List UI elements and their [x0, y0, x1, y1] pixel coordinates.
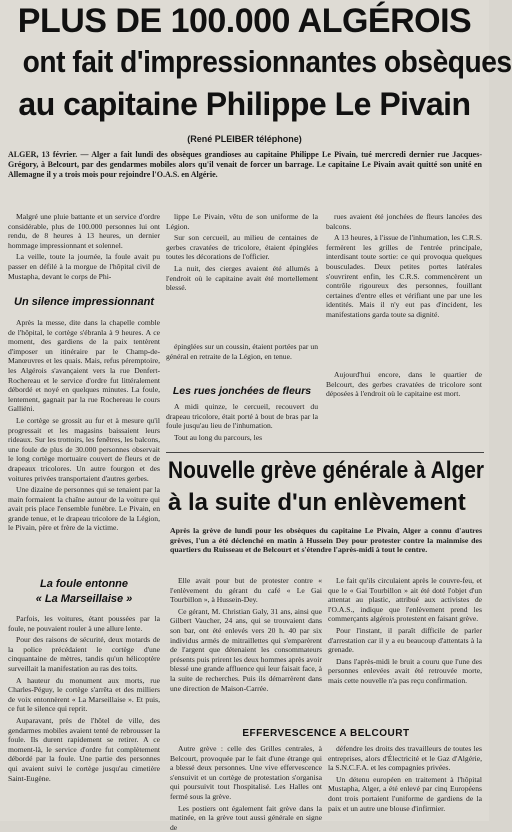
paragraph: Après la messe, dite dans la chapelle comble de l'hôpital, le cortège s'ébranla à 9 heures. A ce moment, des gardiens de la paix tentèrent d'imposer un itinéraire par le Champ-de-Manœuvres et les quais. Mais, refus péremptoire, les Algérois s'avançaient vers la rue Denfert-Rochereau et le service d'ordre fut littéralement débordé et noyé en quelques minutes. La foule, lentement, gagnait par la rue Rochereau le cours Galliéni. [8, 318, 160, 414]
column-2-mid [166, 342, 318, 378]
second-column-right [328, 576, 482, 726]
paragraph: Malgré une pluie battante et un service d'ordre considérable, plus de 100.000 personnes lui ont rendu, de 8 heures à 13 heures, un dernier hommage impressionnant et solennel. [8, 212, 160, 250]
column-1-bottom [8, 614, 160, 819]
paragraph: défendre les droits des travailleurs de toutes les entreprises, alors d'Électricité et le Gaz d'Algérie, la S.N.C.F.A. et les compagnies privées. [328, 744, 482, 773]
paragraph: Autre grève : celle des Grilles centrales, à Belcourt, provoquée par le fait d'une étrange qui a blessé deux personnes. Une vive effervescence s'ensuivit et un cortège de protestation s'organisa qui poursuivit tout l'hospitalisé. Les Halles ont fermé sous la grève. [170, 744, 322, 801]
subheading-foule: La foule entonne [40, 578, 128, 590]
paragraph: Sur son cercueil, au milieu de centaines de gerbes cravatées de tricolore, étaient épinglées toutes les décorations de l'officier. [166, 233, 318, 262]
paragraph: Elle avait pour but de protester contre « l'enlèvement du gérant du café « Le Gai Tourbillon », à Hussein-Dey. [170, 576, 322, 605]
divider [166, 452, 484, 453]
lead-paragraph: ALGER, 13 février. — Alger a fait lundi des obsèques grandioses au capitaine Philippe Le Pivain, tué mercredi dernier rue Jacques-Grégory, à Belcourt, par des gendarmes mobiles alors qu'il venait de forcer un barrage. Le capitaine Le Pivain avait quitté son unité en Allemagne il y a trois mois pour rejoindre l'O.A.S. en Algérie. [8, 150, 482, 179]
paragraph: A hauteur du monument aux morts, rue Charles-Péguy, le cortège s'arrêta et des milliers de voix entonnèrent « La Marseillaise ». Et puis, ce fut le silence qui reprit. [8, 675, 160, 714]
paragraph: Les postiers ont également fait grève dans la matinée, en la grève tout aussi générale en signe de [170, 803, 322, 832]
paragraph: Une dizaine de personnes qui se tenaient par la main formaient la chaîne autour de la voiture qui avait pris place l'ensemble funèbre. Le Pivain, en grande tenue, et le drapeau tricolore de la Légion, le Pivain, père et frère de la victime. [8, 485, 160, 533]
subheading-silence: Un silence impressionnant [14, 296, 154, 308]
subheading-rues: Les rues jonchées de fleurs [172, 385, 312, 397]
column-3-mid [326, 370, 482, 420]
paragraph: épinglées sur un coussin, étaient portées par un général en retraite de la Légion, en tenue. [166, 342, 318, 361]
second-headline-line-1: Nouvelle grève générale à Alger [168, 457, 484, 484]
paragraph: Tout au long du parcours, les [174, 432, 263, 442]
column-2-top [166, 212, 318, 342]
paragraph: rues avaient été jonchées de fleurs lancées des balcons. [326, 212, 482, 231]
headline-line-3: au capitaine Philippe Le Pivain [18, 86, 471, 122]
paragraph: lippe Le Pivain, vêtu de son uniforme de la Légion. [166, 212, 318, 231]
paragraph: La veille, toute la journée, la foule avait pu passer en défilé à la morgue de l'hôpital civil de Mustapha, devant le corps de Phi- [8, 252, 160, 281]
column-3-top [326, 212, 482, 360]
second-lead: Après la grève de lundi pour les obsèques du capitaine Le Pivain, Alger a connu d'autres grèves, l'un a été déclenché en matin à Hussein Dey pour protester contre la mainmise des quartiers du Ruisseau et de Belcourt et s'étendre l'après-midi à tout le centre. [170, 526, 482, 555]
second-column-left [170, 576, 322, 726]
paragraph: Dans l'après-midi le bruit a couru que l'une des personnes enlevées avait été retrouvée morte, mais cette nouvelle n'a pas reçu confirmation. [328, 656, 482, 685]
effervescence-left [170, 744, 322, 832]
paragraph: Le cortège se grossit au fur et à mesure qu'il progressait et les magasins baissaient leurs rideaux. Sur les trottoirs, les fenêtres, les balcons, une foule de plus de 30.000 personnes observait le long cortège mortuaire couvert de fleurs et de drapeaux tricolores. Un autre fourgon et des voitures privées transportaient d'autres gerbes. [8, 415, 160, 483]
effervescence-right [328, 744, 482, 820]
subheading-effervescence: EFFERVESCENCE A BELCOURT [242, 728, 410, 739]
paragraph: Pour des raisons de sécurité, deux motards de la police précédaient le cortège d'une cinquantaine de mètres, tandis qu'un hélicoptère surveillait la manifestation au ras des toits. [8, 635, 160, 673]
paragraph: Auparavant, près de l'hôtel de ville, des gendarmes mobiles avaient tenté de rebrousser la foule. Ils durent rapidement se retirer. A ce moment-là, le service d'ordre fut complètement débordé par la foule. Une partie des personnes qui avaient suivi le cortège jusqu'au cimetière Saint-Eugène. [8, 715, 160, 783]
column-1-mid [8, 318, 160, 568]
column-1-top [8, 212, 160, 284]
headline-line-1: PLUS DE 100.000 ALGÉROIS [17, 2, 472, 40]
byline: (René PLEIBER téléphone) [187, 134, 302, 144]
headline-line-2: ont fait d'impressionnantes obsèques [22, 44, 512, 79]
paragraph: A midi quinze, le cercueil, recouvert du drapeau tricolore, était porté à bout de bras par la foule jusqu'au lieu de l'inhumation. [166, 402, 318, 431]
paragraph: Parfois, les voitures, étant poussées par la foule, ne pouvaient rouler à une allure lente. [8, 614, 160, 633]
paragraph: Le fait qu'ils circulaient après le couvre-feu, et que le « Gai Tourbillon » ait été doté l'objet d'un attentat au plastic, attribué aux activistes de l'O.A.S., indique que l'enlèvement prend les commerçants algérois protestent en faisant grève. [328, 576, 482, 624]
paragraph: Pour l'instant, il paraît difficile de parler d'arrestation car il y a eu beaucoup d'attentats à la grenade. [328, 625, 482, 655]
paragraph: Ce gérant, M. Christian Galy, 31 ans, ainsi que Gilbert Vaucher, 24 ans, qui se trouvaient dans son bar, ont été enlevés vers 20 h. 40 par six individus armés de mitraillettes qui s'emparèrent de l'argent que détenaient les consommateurs présents puis prirent les deux hommes après avoir blessé une grande affluence qui leur faisait face, à la suite de recherches. Puis ils démarrèrent dans une direction de Maison-Carrée. [170, 606, 322, 693]
paragraph: La nuit, des cierges avaient été allumés à l'endroit où le capitaine avait été mortellement blessé. [166, 263, 318, 293]
paragraph: Un détenu européen en traitement à l'hôpital Mustapha, Alger, a été enlevé par cinq Européens dont trois portaient l'uniforme de gardiens de la paix et un autre une blouse d'infirmier. [328, 774, 482, 813]
subheading-marseillaise: « La Marseillaise » [35, 593, 133, 605]
paragraph: A 13 heures, à l'issue de l'inhumation, les C.R.S. fermèrent les grilles de l'entrée principale, interdisant toute sortie: ce qui provoqua quelques bousculades. Deux petites portes latérales s'ouvrirent enfin, les C.R.S. commencèrent un contrôle rigoureux des personnes, fouillant certaines d'entre elles et vérifiant une par une les identités. Mais il n'y eut pas d'incident, les manifestations garda toute sa dignité. [326, 233, 482, 319]
second-headline-line-2: à la suite d'un enlèvement [168, 489, 466, 516]
paragraph: Aujourd'hui encore, dans le quartier de Belcourt, des gerbes cravatées de tricolore sont déposées à l'endroit où le capitaine est mort. [326, 370, 482, 399]
column-2-after [166, 402, 318, 450]
